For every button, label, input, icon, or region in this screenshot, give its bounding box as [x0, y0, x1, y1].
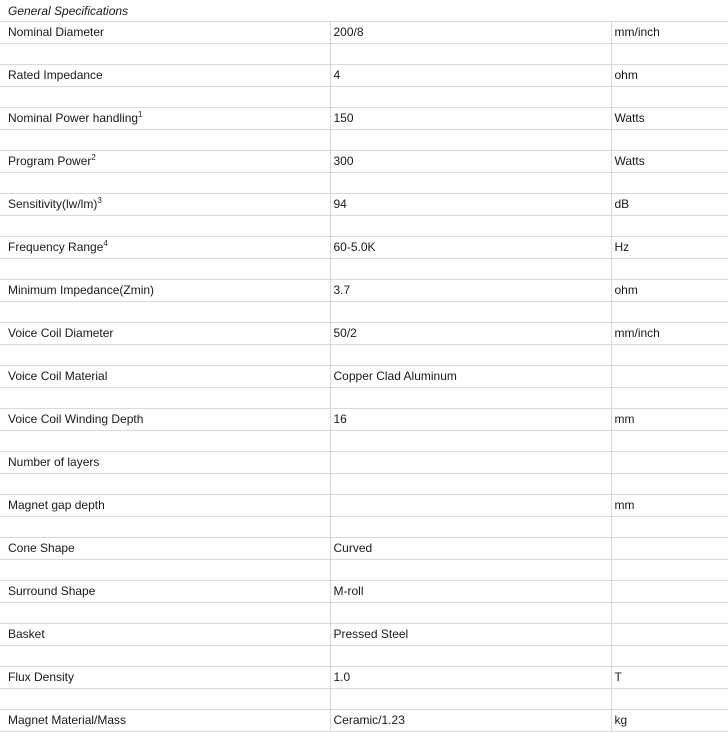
spacer-cell — [0, 259, 330, 280]
spec-parameter-label: Nominal Power handling — [8, 111, 139, 125]
spec-row — [0, 280, 728, 302]
spec-parameter-cell — [0, 710, 330, 732]
spec-row — [0, 624, 728, 646]
spec-parameter-cell — [0, 237, 330, 259]
spec-parameter-label: Basket — [8, 627, 45, 641]
spec-row — [0, 323, 728, 345]
spec-value-cell: 150 — [330, 108, 611, 130]
spacer-cell — [0, 388, 330, 409]
spec-row — [0, 151, 728, 173]
spec-unit-cell: T — [611, 667, 728, 689]
spec-parameter-cell — [0, 65, 330, 87]
spec-parameter-label: Number of layers — [8, 455, 100, 469]
spec-unit-cell: mm — [611, 495, 728, 517]
spacer-cell — [0, 474, 330, 495]
spec-table — [0, 22, 728, 732]
spacer-cell — [0, 603, 330, 624]
spacer-cell — [0, 173, 330, 194]
spacer-cell — [330, 259, 611, 280]
spacer-cell — [330, 44, 611, 65]
footnote-marker: 2 — [91, 153, 96, 162]
spacer-cell — [611, 44, 728, 65]
spacer-cell — [0, 345, 330, 366]
spec-table-body — [0, 22, 728, 732]
spec-value-cell: 200/8 — [330, 22, 611, 44]
spec-parameter-label: Sensitivity(lw/lm) — [8, 197, 98, 211]
spec-parameter-label: Rated Impedance — [8, 68, 103, 82]
spacer-cell — [330, 603, 611, 624]
spacer-cell — [330, 130, 611, 151]
spacer-row — [0, 474, 728, 495]
spec-value-cell: Pressed Steel — [330, 624, 611, 646]
spec-row — [0, 108, 728, 130]
spec-unit-cell: Watts — [611, 108, 728, 130]
spec-parameter-label: Surround Shape — [8, 584, 96, 598]
spec-value-cell: 300 — [330, 151, 611, 173]
section-title: General Specifications — [0, 0, 728, 22]
spec-value-cell: Curved — [330, 538, 611, 560]
spec-unit-cell: Hz — [611, 237, 728, 259]
spacer-row — [0, 517, 728, 538]
spacer-cell — [0, 646, 330, 667]
spec-parameter-cell — [0, 366, 330, 388]
spacer-row — [0, 560, 728, 581]
spec-unit-cell — [611, 366, 728, 388]
spacer-row — [0, 44, 728, 65]
spacer-cell — [330, 431, 611, 452]
spacer-cell — [330, 345, 611, 366]
spec-value-cell: 4 — [330, 65, 611, 87]
spec-value-cell — [330, 495, 611, 517]
spec-parameter-cell — [0, 194, 330, 216]
spacer-row — [0, 259, 728, 280]
spec-value-cell: Copper Clad Aluminum — [330, 366, 611, 388]
spacer-cell — [0, 87, 330, 108]
spacer-cell — [611, 646, 728, 667]
spec-parameter-cell — [0, 280, 330, 302]
spec-value-cell — [330, 452, 611, 474]
spacer-row — [0, 689, 728, 710]
spacer-cell — [611, 517, 728, 538]
spec-parameter-cell — [0, 495, 330, 517]
footnote-marker: 3 — [97, 196, 102, 205]
spec-row — [0, 409, 728, 431]
spacer-cell — [611, 173, 728, 194]
spec-parameter-cell — [0, 323, 330, 345]
spec-parameter-label: Cone Shape — [8, 541, 75, 555]
spacer-cell — [611, 216, 728, 237]
spec-unit-cell: dB — [611, 194, 728, 216]
spacer-cell — [0, 216, 330, 237]
spec-parameter-label: Magnet Material/Mass — [8, 713, 127, 727]
spacer-row — [0, 130, 728, 151]
spec-row — [0, 194, 728, 216]
spec-parameter-label: Nominal Diameter — [8, 25, 105, 39]
spec-parameter-label: Voice Coil Material — [8, 369, 108, 383]
spacer-cell — [611, 474, 728, 495]
spacer-row — [0, 173, 728, 194]
spec-unit-cell — [611, 581, 728, 603]
spec-value-cell: 16 — [330, 409, 611, 431]
spec-unit-cell: mm — [611, 409, 728, 431]
spec-value-cell: 3.7 — [330, 280, 611, 302]
spacer-cell — [611, 345, 728, 366]
spacer-cell — [611, 87, 728, 108]
spacer-row — [0, 302, 728, 323]
spec-parameter-cell — [0, 409, 330, 431]
spec-unit-cell — [611, 624, 728, 646]
spec-row — [0, 452, 728, 474]
spacer-cell — [0, 302, 330, 323]
spec-row — [0, 366, 728, 388]
spacer-cell — [611, 388, 728, 409]
spec-parameter-label: Program Power — [8, 154, 92, 168]
spacer-cell — [0, 130, 330, 151]
spec-parameter-cell — [0, 538, 330, 560]
spacer-row — [0, 388, 728, 409]
spec-value-cell: 94 — [330, 194, 611, 216]
spec-unit-cell: ohm — [611, 280, 728, 302]
spacer-cell — [611, 302, 728, 323]
spec-parameter-cell — [0, 624, 330, 646]
spec-parameter-cell — [0, 151, 330, 173]
spec-row — [0, 65, 728, 87]
spacer-cell — [611, 259, 728, 280]
spacer-cell — [611, 560, 728, 581]
spec-parameter-cell — [0, 22, 330, 44]
spec-unit-cell — [611, 538, 728, 560]
spec-unit-cell: Watts — [611, 151, 728, 173]
spacer-cell — [611, 130, 728, 151]
spacer-cell — [0, 431, 330, 452]
spec-row — [0, 22, 728, 44]
footnote-marker: 4 — [103, 239, 108, 248]
spacer-cell — [611, 689, 728, 710]
spec-parameter-label: Voice Coil Diameter — [8, 326, 114, 340]
spacer-cell — [330, 216, 611, 237]
spec-row — [0, 495, 728, 517]
footnote-marker: 1 — [138, 110, 143, 119]
spacer-cell — [611, 603, 728, 624]
spacer-cell — [330, 560, 611, 581]
spacer-row — [0, 87, 728, 108]
spec-parameter-label: Minimum Impedance(Zmin) — [8, 283, 155, 297]
spacer-cell — [0, 689, 330, 710]
spacer-cell — [330, 646, 611, 667]
spec-parameter-cell — [0, 667, 330, 689]
spec-parameter-cell — [0, 108, 330, 130]
spacer-cell — [0, 44, 330, 65]
spec-parameter-label: Flux Density — [8, 670, 75, 684]
spacer-row — [0, 216, 728, 237]
spec-parameter-label: Magnet gap depth — [8, 498, 105, 512]
spacer-cell — [330, 388, 611, 409]
spec-unit-cell: mm/inch — [611, 323, 728, 345]
spec-value-cell: Ceramic/1.23 — [330, 710, 611, 732]
spec-value-cell: 50/2 — [330, 323, 611, 345]
spec-unit-cell — [611, 452, 728, 474]
spacer-cell — [611, 431, 728, 452]
spacer-cell — [330, 517, 611, 538]
spec-unit-cell: mm/inch — [611, 22, 728, 44]
spec-value-cell: 60-5.0K — [330, 237, 611, 259]
spec-unit-cell: ohm — [611, 65, 728, 87]
spec-row — [0, 237, 728, 259]
spacer-cell — [330, 87, 611, 108]
spec-row — [0, 538, 728, 560]
spacer-row — [0, 646, 728, 667]
spec-parameter-label: Frequency Range — [8, 240, 104, 254]
spec-row — [0, 710, 728, 732]
spec-value-cell: M-roll — [330, 581, 611, 603]
spec-row — [0, 667, 728, 689]
spacer-cell — [330, 302, 611, 323]
spec-parameter-cell — [0, 452, 330, 474]
spacer-row — [0, 345, 728, 366]
spacer-cell — [0, 517, 330, 538]
spacer-cell — [330, 689, 611, 710]
spec-row — [0, 581, 728, 603]
spec-parameter-label: Voice Coil Winding Depth — [8, 412, 144, 426]
spacer-cell — [0, 560, 330, 581]
spacer-cell — [330, 474, 611, 495]
spec-value-cell: 1.0 — [330, 667, 611, 689]
spec-parameter-cell — [0, 581, 330, 603]
spacer-cell — [330, 173, 611, 194]
spec-unit-cell: kg — [611, 710, 728, 732]
spacer-row — [0, 603, 728, 624]
spacer-row — [0, 431, 728, 452]
